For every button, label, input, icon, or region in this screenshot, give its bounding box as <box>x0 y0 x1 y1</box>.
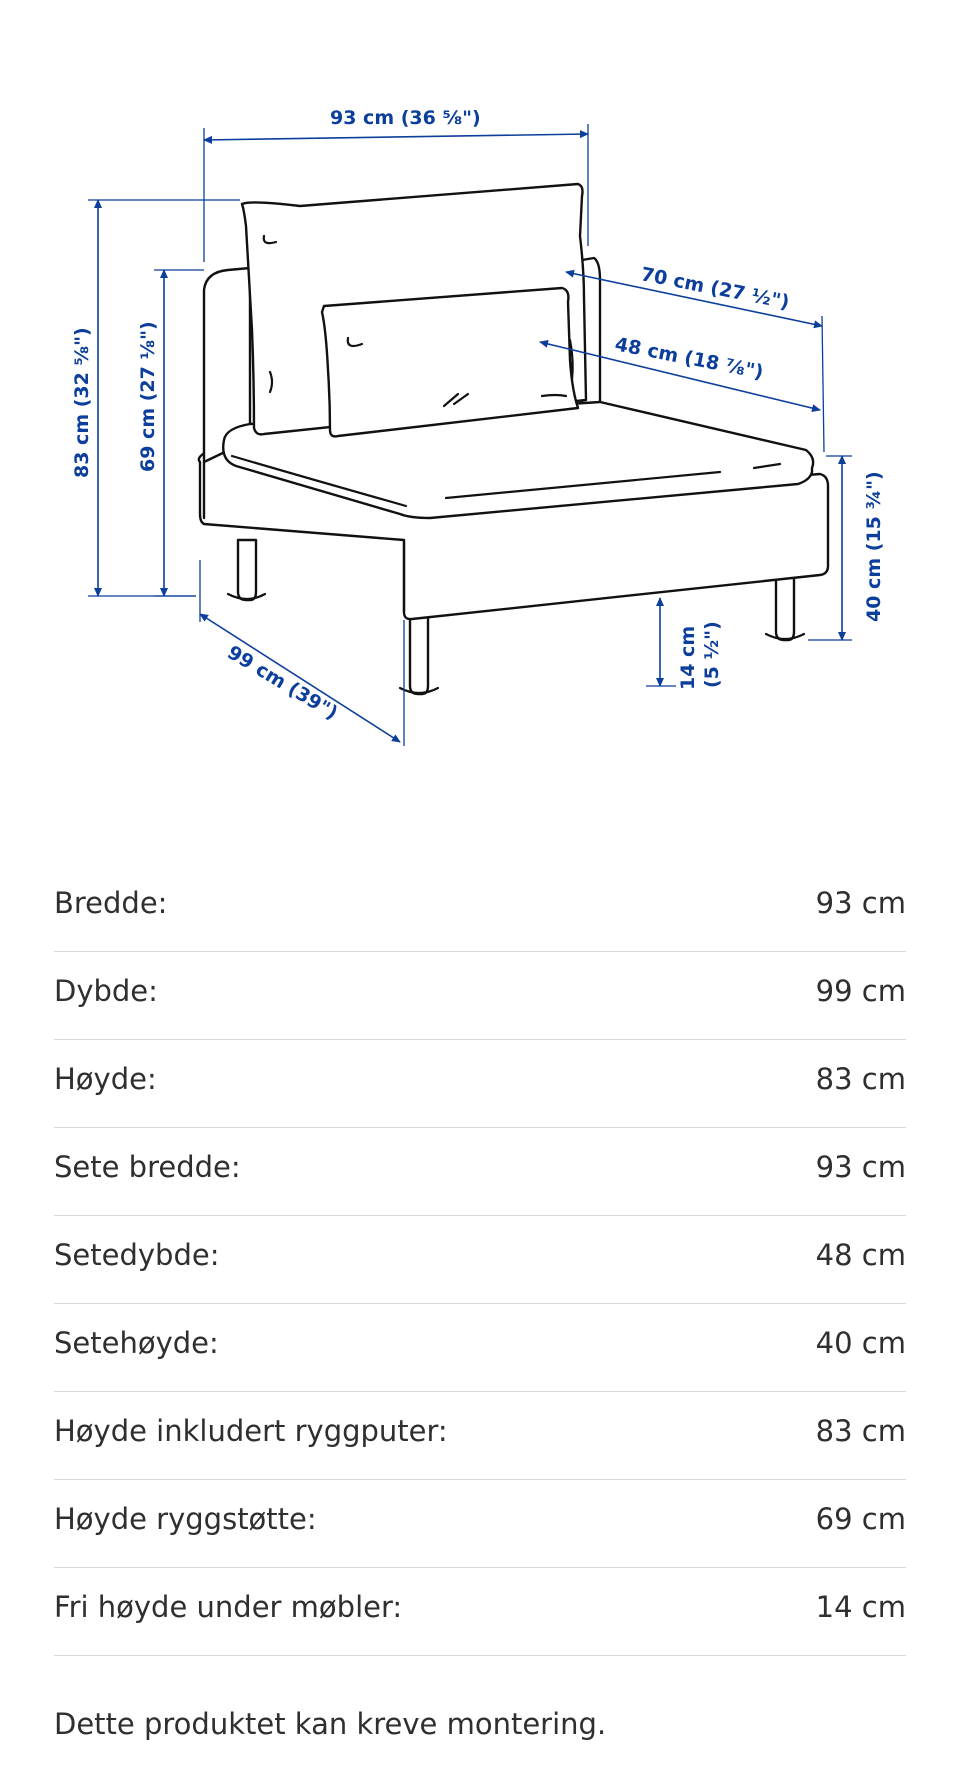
spec-value: 40 cm <box>815 1325 906 1360</box>
spec-row <box>54 952 906 1040</box>
spec-value: 99 cm <box>815 973 906 1008</box>
spec-value: 69 cm <box>815 1501 906 1536</box>
spec-label: Høyde: <box>54 1061 157 1096</box>
sofa-drawing <box>199 184 828 694</box>
seat-depth-label: 48 cm (18 ⅞") <box>613 333 766 384</box>
spec-row <box>54 1128 906 1216</box>
spec-row <box>54 1304 906 1392</box>
spec-value: 93 cm <box>815 1149 906 1184</box>
depth-label: 99 cm (39") <box>223 641 342 725</box>
spec-label: Setehøyde: <box>54 1325 219 1360</box>
clearance-label-line2: (5 ½") <box>701 621 723 688</box>
sofa-section-illustration <box>0 0 960 800</box>
spec-value: 14 cm <box>815 1589 906 1624</box>
spec-label: Sete bredde: <box>54 1149 241 1184</box>
spec-label: Høyde ryggstøtte: <box>54 1501 317 1536</box>
width-label: 93 cm (36 ⅝") <box>330 107 481 129</box>
total-height-label: 83 cm (32 ⅝") <box>71 327 93 478</box>
spec-row <box>54 1392 906 1480</box>
clearance-label-line1: 14 cm <box>677 625 699 690</box>
spec-value: 93 cm <box>815 885 906 920</box>
spec-label: Setedybde: <box>54 1237 220 1272</box>
spec-value: 48 cm <box>815 1237 906 1272</box>
seat-height-label: 40 cm (15 ¾") <box>863 471 885 622</box>
spec-row <box>54 1568 906 1656</box>
spec-value: 83 cm <box>815 1061 906 1096</box>
dimension-diagram <box>0 0 960 800</box>
spec-value: 83 cm <box>815 1413 906 1448</box>
spec-label: Fri høyde under møbler: <box>54 1589 403 1624</box>
depth-total-label: 70 cm (27 ½") <box>639 263 792 314</box>
spec-row <box>54 1480 906 1568</box>
spec-label: Dybde: <box>54 973 158 1008</box>
spec-label: Høyde inkludert ryggputer: <box>54 1413 448 1448</box>
spec-row <box>54 864 906 952</box>
assembly-note: Dette produktet kan kreve montering. <box>54 1707 607 1741</box>
dimension-spec-list <box>54 864 906 1656</box>
spec-row <box>54 1040 906 1128</box>
spec-label: Bredde: <box>54 885 168 920</box>
back-height-label: 69 cm (27 ⅛") <box>137 321 159 472</box>
spec-row <box>54 1216 906 1304</box>
